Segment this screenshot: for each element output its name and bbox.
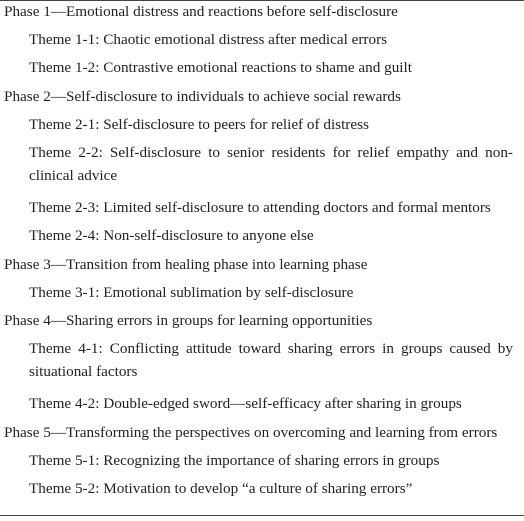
theme-2-1-row: Theme 2-1: Self-disclosure to peers for relief of distress xyxy=(29,116,369,133)
theme-4-2-row: Theme 4-2: Double-edged sword—self-efficacy after sharing in groups xyxy=(29,395,462,412)
theme-5-1-row: Theme 5-1: Recognizing the importance of sharing errors in groups xyxy=(29,452,440,469)
table-bottom-rule xyxy=(0,515,524,516)
theme-2-2-row: Theme 2-2: Self-disclosure to senior residents for relief empathy and non-clinical advice xyxy=(29,144,513,184)
theme-4-1-row: Theme 4-1: Conflicting attitude toward sharing errors in groups caused by situational factors xyxy=(29,340,513,380)
theme-3-1-row: Theme 3-1: Emotional sublimation by self-disclosure xyxy=(29,284,354,301)
theme-5-2-row: Theme 5-2: Motivation to develop “a culture of sharing errors” xyxy=(29,480,413,497)
phase-3-row: Phase 3—Transition from healing phase into learning phase xyxy=(4,256,368,273)
theme-1-2-row: Theme 1-2: Contrastive emotional reactions to shame and guilt xyxy=(29,59,412,76)
phase-5-row: Phase 5—Transforming the perspectives on overcoming and learning from errors xyxy=(4,424,498,441)
phase-4-row: Phase 4—Sharing errors in groups for learning opportunities xyxy=(4,312,373,329)
theme-2-4-row: Theme 2-4: Non-self-disclosure to anyone else xyxy=(29,227,314,244)
phase-1-row: Phase 1—Emotional distress and reactions before self-disclosure xyxy=(4,3,398,20)
table-top-rule xyxy=(0,0,524,1)
theme-2-3-row: Theme 2-3: Limited self-disclosure to attending doctors and formal mentors xyxy=(29,199,491,216)
phase-2-row: Phase 2—Self-disclosure to individuals to achieve social rewards xyxy=(4,88,401,105)
theme-1-1-row: Theme 1-1: Chaotic emotional distress after medical errors xyxy=(29,31,388,48)
